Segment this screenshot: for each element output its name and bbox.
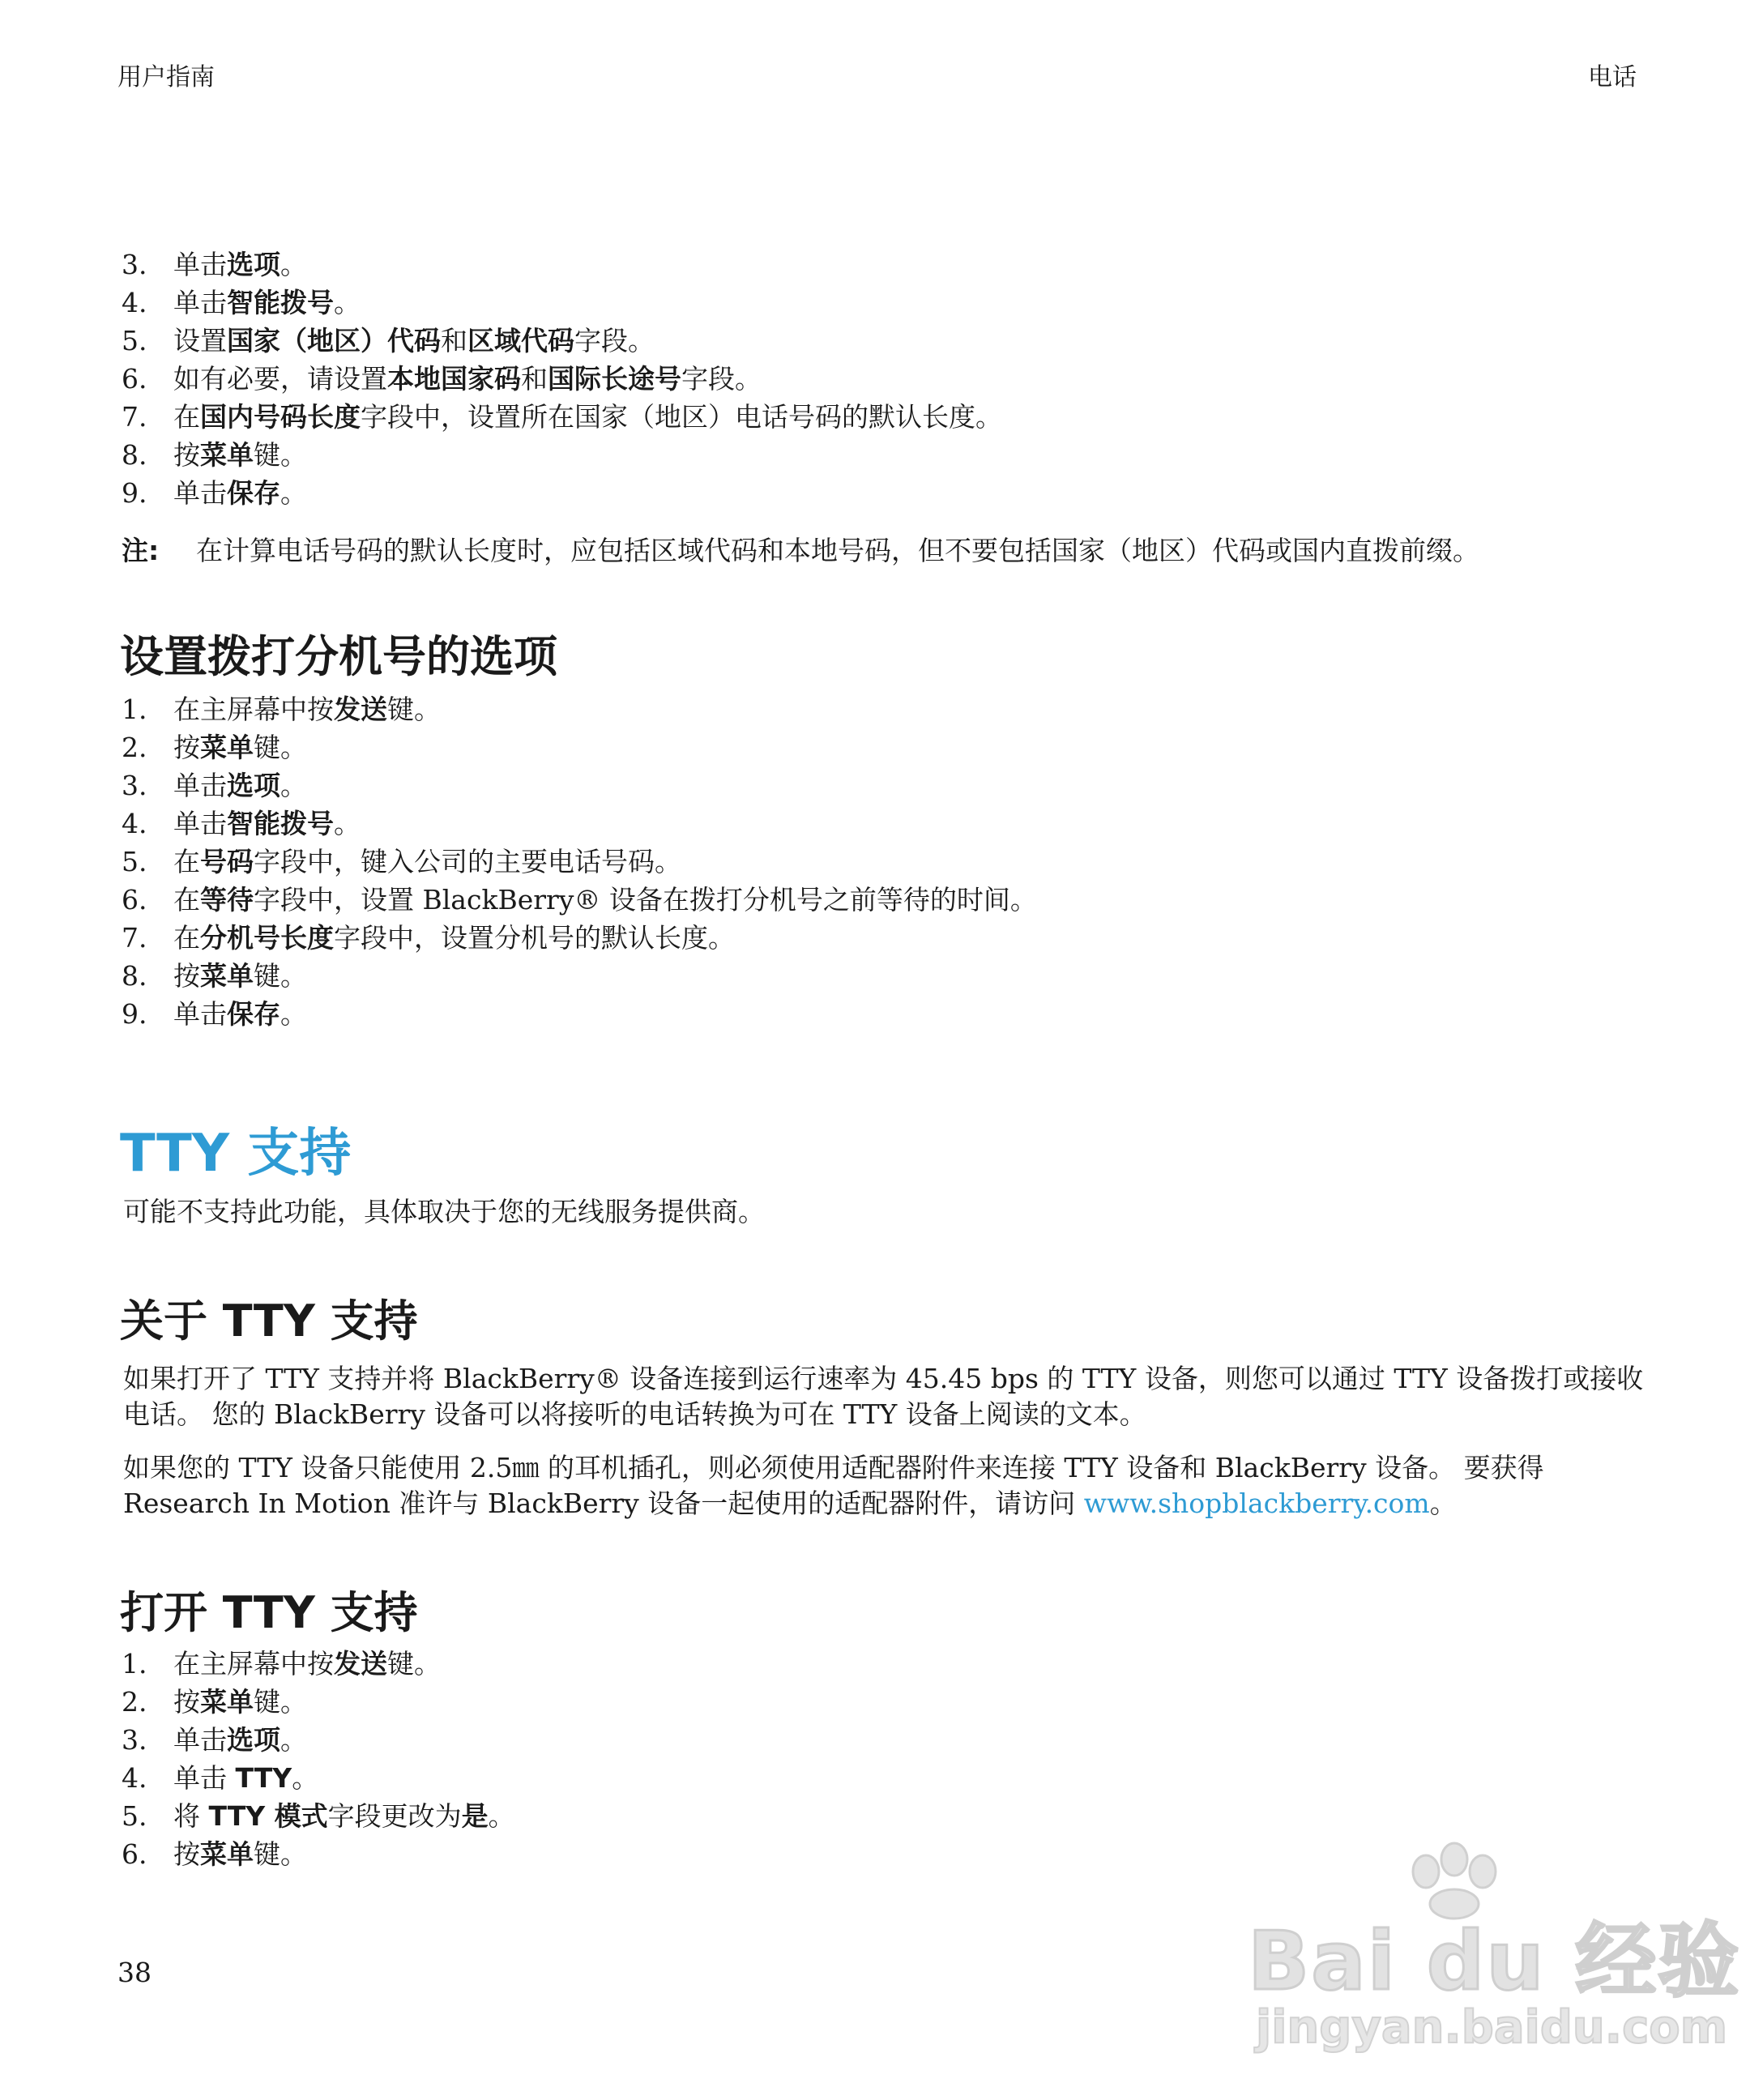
note	[122, 531, 1479, 570]
list-item: 1. 在主屏幕中按发送键。	[122, 694, 441, 725]
list-item: 2. 按菜单键。	[122, 1686, 307, 1718]
page-number: 38	[117, 1957, 152, 1988]
tty-intro: 可能不支持此功能，具体取决于您的无线服务提供商。	[123, 1196, 765, 1227]
list-item: 5. 将 TTY 模式字段更改为是。	[122, 1800, 515, 1832]
list-item: 9. 单击保存。	[122, 998, 307, 1030]
list-item: 5. 设置国家（地区）代码和区域代码字段。	[122, 325, 655, 356]
watermark-url: jingyan.baidu.com	[1256, 2001, 1728, 2054]
section-heading-about-tty: 关于 TTY 支持	[120, 1295, 418, 1347]
list-item: 3. 单击选项。	[122, 249, 307, 280]
list-item: 5. 在号码字段中，键入公司的主要电话号码。	[122, 846, 681, 877]
chapter-heading-tty: TTY 支持	[120, 1124, 352, 1184]
list-item: 2. 按菜单键。	[122, 732, 307, 763]
running-header-left: 用户指南	[117, 63, 215, 92]
section-heading-extension: 设置拨打分机号的选项	[120, 631, 557, 682]
list-item: 4. 单击智能拨号。	[122, 287, 361, 318]
list-item: 9. 单击保存。	[122, 477, 307, 509]
note-text: 在计算电话号码的默认长度时，应包括区域代码和本地号码，但不要包括国家（地区）代码或国内直拨前缀。	[196, 535, 1479, 566]
shop-link[interactable]: www.shopblackberry.com	[1083, 1488, 1430, 1519]
list-item: 4. 单击智能拨号。	[122, 808, 361, 839]
list-item: 8. 按菜单键。	[122, 960, 307, 992]
section-heading-open-tty: 打开 TTY 支持	[120, 1587, 418, 1638]
list-item: 4. 单击 TTY。	[122, 1762, 319, 1794]
list-item: 6. 如有必要，请设置本地国家码和国际长途号字段。	[122, 363, 762, 395]
list-item: 7. 在分机号长度字段中，设置分机号的默认长度。	[122, 922, 735, 954]
about-paragraph-1: 如果打开了 TTY 支持并将 BlackBerry® 设备连接到运行速率为 45.45 bps 的 TTY 设备，则您可以通过 TTY 设备拨打或接收电话。 您的 BlackBerry 设备可以将接听的电话转换为可在 TTY 设备上阅读的文本。	[123, 1363, 1644, 1430]
baidu-watermark	[1248, 1839, 1741, 2082]
running-header-right: 电话	[1588, 63, 1637, 92]
list-item: 1. 在主屏幕中按发送键。	[122, 1648, 441, 1680]
list-item: 7. 在国内号码长度字段中，设置所在国家（地区）电话号码的默认长度。	[122, 401, 1002, 433]
list-item: 8. 按菜单键。	[122, 439, 307, 471]
watermark-brand: Bai du 经验	[1248, 1914, 1741, 2008]
about-paragraph-2: 如果您的 TTY 设备只能使用 2.5㎜ 的耳机插孔，则必须使用适配器附件来连接 TTY 设备和 BlackBerry 设备。 要获得 Research In Motion 准许与 BlackBerry 设备一起使用的适配器附件，请访问 www.shopblackberry.com。	[123, 1452, 1544, 1519]
list-item: 6. 按菜单键。	[122, 1838, 307, 1870]
list-item: 3. 单击选项。	[122, 1724, 307, 1756]
list-item: 6. 在等待字段中，设置 BlackBerry® 设备在拨打分机号之前等待的时间。	[122, 884, 1037, 916]
note-label: 注:	[122, 535, 160, 566]
list-item: 3. 单击选项。	[122, 770, 307, 801]
